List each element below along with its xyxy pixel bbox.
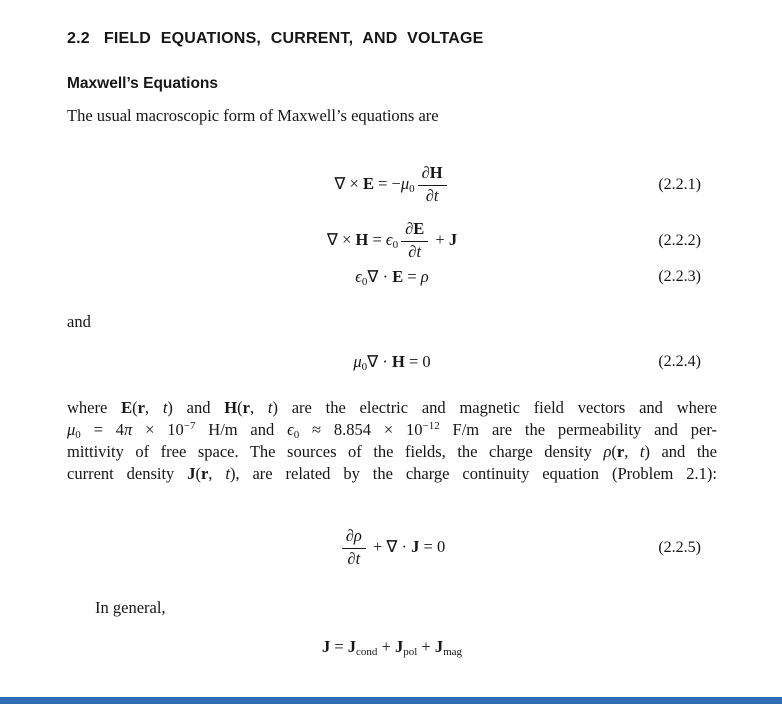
intro-paragraph: The usual macroscopic form of Maxwell’s equations are [67, 106, 439, 125]
equation-row-2-2-5 [67, 519, 717, 577]
paragraph-line: mittivity of free space. The sources of the fields, the charge density ρ(r, t) and the [67, 442, 718, 461]
equation-row-2-2-3 [67, 264, 717, 290]
equation-math: ∇ × E = −μ0 $\frac{\partial H}{\partial t}$ [334, 164, 449, 206]
paragraph-line: $\mu 0 = 4\pi \times 10^{-7}$ H/m and $\epsilon 0 \approx 8.854 \times 10^{-12}$ F/m are the permeability and per- [67, 420, 717, 441]
equation-math: ∇ × H = ϵ0 $\frac{\partial E}{\partial t}$ + J [326, 219, 458, 261]
equation-number: (2.2.1) [658, 176, 701, 193]
equation-row-2-2-2 [67, 214, 717, 268]
equation-row-current-decomposition [67, 632, 717, 662]
equation-math: μ0∇ · H = 0 [353, 351, 431, 373]
body-paragraph [67, 397, 717, 485]
equation-row-2-2-4 [67, 349, 717, 375]
paragraph-line: where E(r, t) and H(r, t) are the electric and magnetic field vectors and where [67, 398, 718, 417]
section-number: 2.2 [67, 30, 90, 47]
equation-number: (2.2.3) [658, 268, 701, 285]
paragraph-line: current density J(r, t), are related by the charge continuity equation (Problem 2.1): [67, 464, 717, 483]
equation-number: (2.2.4) [658, 353, 701, 370]
section-title: FIELD EQUATIONS, CURRENT, AND VOLTAGE [103, 30, 484, 47]
bottom-blue-bar [0, 697, 782, 704]
equation-math: J = Jcond + Jpol + Jmag [321, 636, 463, 658]
section-heading [67, 30, 484, 48]
equation-row-2-2-1 [67, 156, 717, 214]
equation-number: (2.2.5) [658, 539, 701, 556]
equation-math: ϵ0∇ · E = ρ [355, 266, 429, 288]
connector-in-general: In general, [95, 598, 166, 617]
connector-and: and [67, 312, 91, 331]
equation-number: (2.2.2) [658, 232, 701, 249]
equation-math: $\frac{\partial\rho}{\partial t}$ + ∇ · J = 0 [339, 527, 445, 569]
subsection-heading: Maxwell’s Equations [67, 75, 219, 92]
